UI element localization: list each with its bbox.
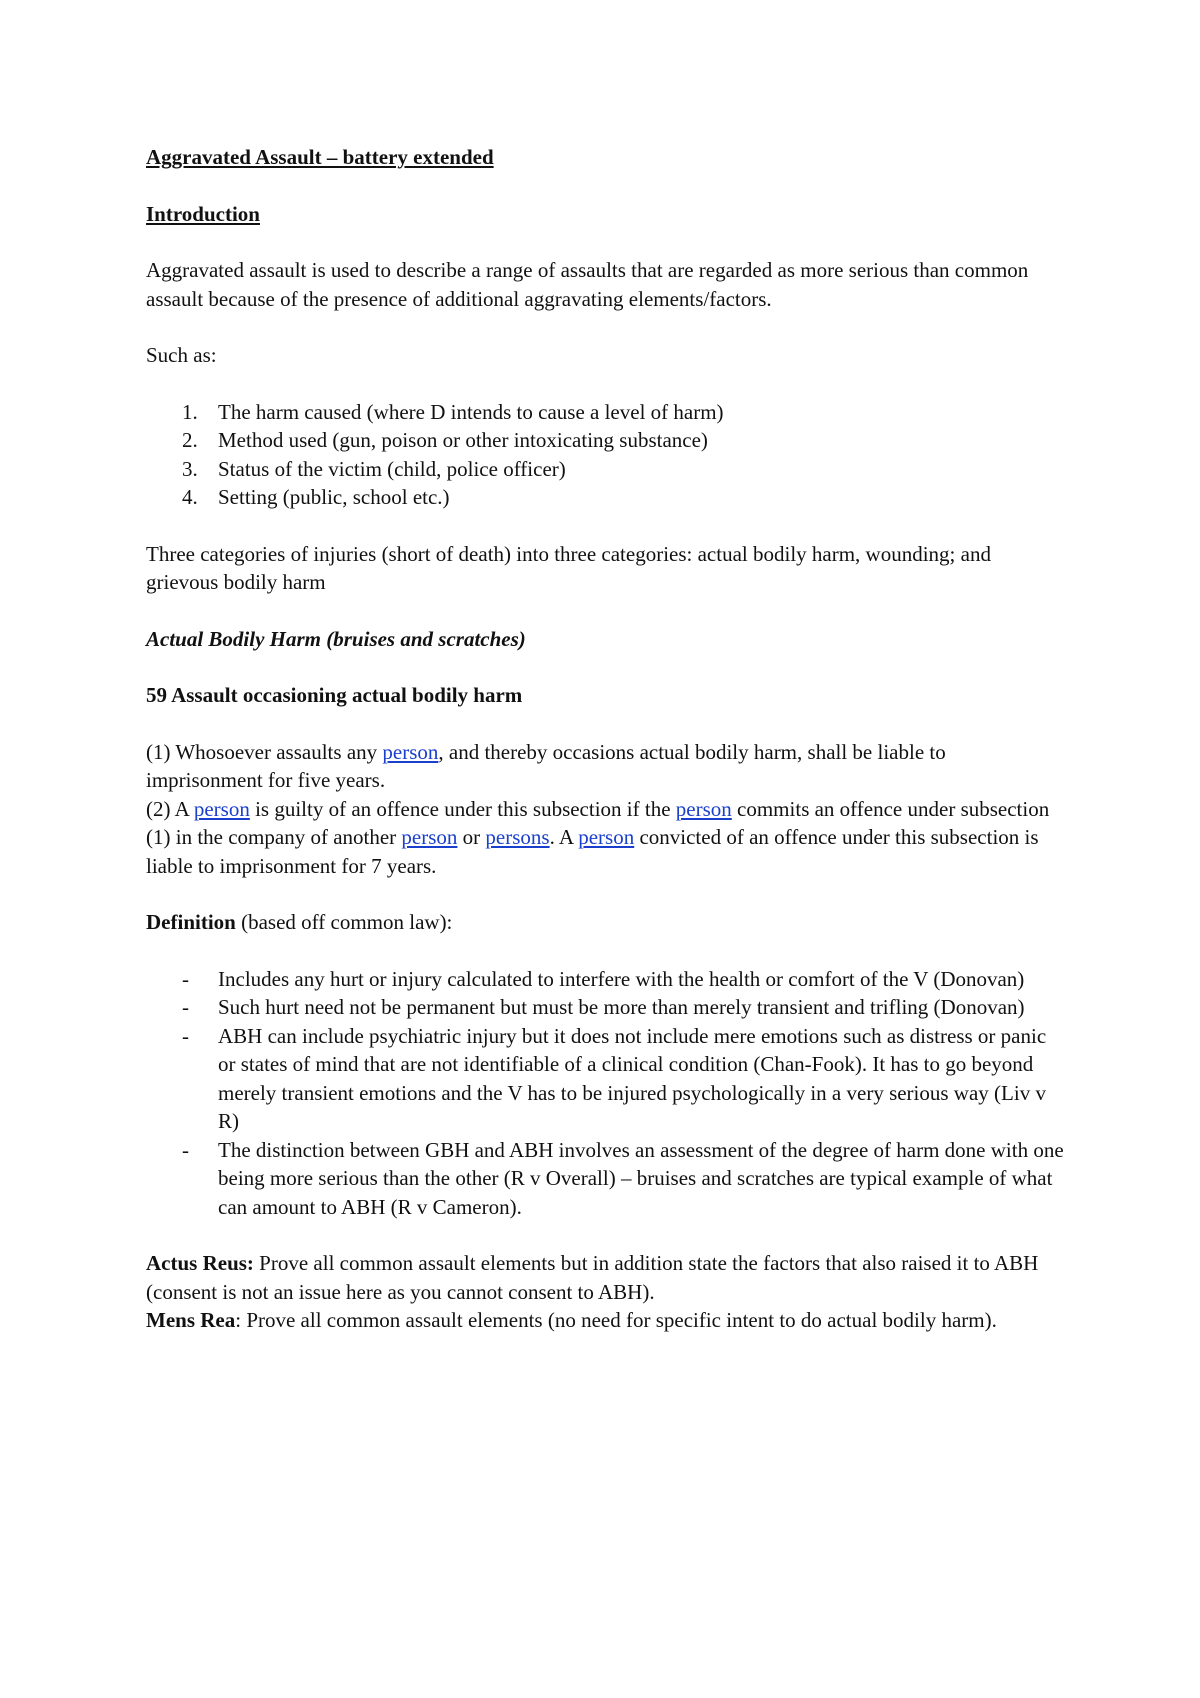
list-item: 1. The harm caused (where D intends to cause a level of harm) [182, 399, 724, 424]
person-link[interactable]: person [382, 739, 439, 764]
list-item: - ABH can include psychiatric injury but it does not include mere emotions such as distress or panic or states of mind that are not identifiable of a clinical condition (Chan-Fook). It has to go beyond merely transient emotions and the V has to be injured psychologically in a very serious way (Liv v R) [182, 1023, 1047, 1133]
such-as-label: Such as: [146, 343, 217, 367]
persons-link[interactable]: persons [485, 825, 550, 849]
actus-reus-label: Actus Reus: [146, 1251, 254, 1275]
list-item: 4. Setting (public, school etc.) [182, 485, 450, 509]
person-link[interactable]: person [578, 825, 635, 849]
list-item: 3. Status of the victim (child, police officer) [182, 456, 566, 481]
person-link[interactable]: person [193, 796, 250, 821]
mens-rea-label: Mens Rea [146, 1308, 236, 1332]
definition-label: Definition [146, 910, 236, 934]
document-title: Aggravated Assault – battery extended [146, 145, 494, 169]
mens-rea-paragraph: Mens Rea: Prove all common assault elements (no need for specific intent to do actual bodily harm). [146, 1308, 997, 1332]
definition-line: Definition (based off common law): [146, 910, 453, 934]
subsection-2: (2) A person is guilty of an offence under this subsection if the person commits an offence under subsection (1) in the company of another person or persons. A person convicted of an offence under this subsection is liable to imprisonment for 7 years. [146, 796, 1050, 878]
section-59-title: 59 Assault occasioning actual bodily harm [146, 683, 523, 707]
list-item: 2. Method used (gun, poison or other intoxicating substance) [182, 428, 708, 452]
list-item: - The distinction between GBH and ABH involves an assessment of the degree of harm done with one being more serious than the other (R v Overall) – bruises and scratches are typical example of what can amount to ABH (R v Cameron). [182, 1137, 1064, 1219]
list-item: - Such hurt need not be permanent but must be more than merely transient and trifling (Donovan) [182, 995, 1025, 1019]
factors-list [146, 398, 1066, 512]
subsection-1: (1) Whosoever assaults any person, and thereby occasions actual bodily harm, shall be liable to imprisonment for five years. [146, 739, 946, 792]
injury-categories-paragraph: Three categories of injuries (short of death) into three categories: actual bodily harm, wounding; and grievous bodily harm [146, 541, 991, 594]
definition-bullets [146, 965, 1066, 1222]
actus-reus-paragraph: Actus Reus: Prove all common assault elements but in addition state the factors that also raised it to ABH (consent is not an issue here as you cannot consent to ABH). [146, 1251, 1039, 1304]
introduction-paragraph: Aggravated assault is used to describe a range of assaults that are regarded as more serious than common assault because of the presence of additional aggravating elements/factors. [146, 258, 1029, 311]
abh-heading: Actual Bodily Harm (bruises and scratches) [146, 626, 526, 651]
person-link[interactable]: person [401, 825, 458, 849]
document-page [146, 143, 1066, 1335]
person-link[interactable]: person [675, 796, 732, 821]
list-item: - Includes any hurt or injury calculated to interfere with the health or comfort of the V (Donovan) [182, 966, 1025, 991]
introduction-heading: Introduction [146, 201, 260, 226]
